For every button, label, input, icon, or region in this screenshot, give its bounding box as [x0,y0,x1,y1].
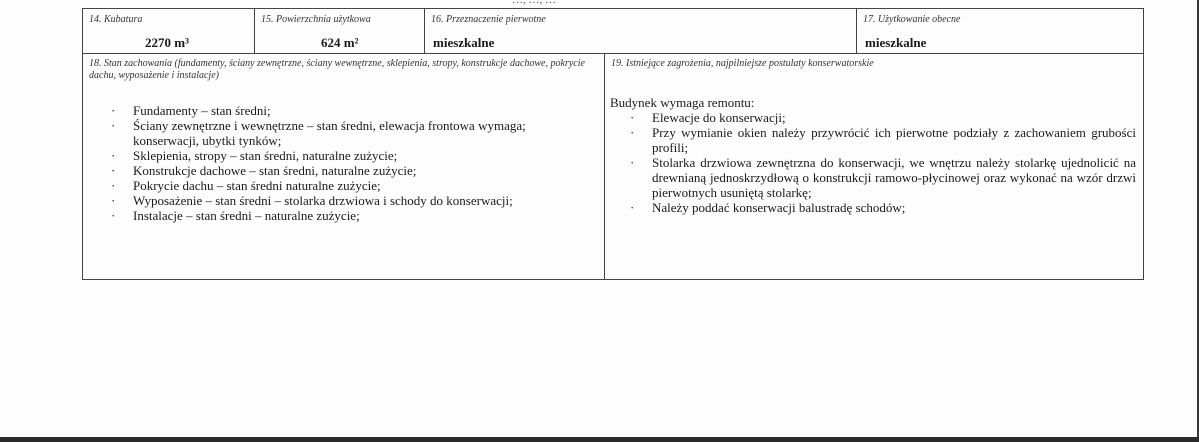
cell-powierzchnia [255,9,425,53]
powierzchnia-label: 15. Powierzchnia użytkowa [261,14,371,25]
bullet-icon: · [111,118,116,133]
bullet-icon: · [630,110,635,125]
bullet-icon: · [111,208,116,223]
list-item: · Sklepienia, stropy – stan średni, naturalne zużycie; [111,148,398,163]
top-cutoff-text: …, …, … [512,0,556,6]
cell-uzytkowanie [857,9,1143,53]
section-19-list [630,110,1136,215]
section-19-heading: 19. Istniejące zagrożenia, najpilniejsze postulaty konserwatorskie [611,58,874,69]
bullet-icon: · [630,155,635,170]
przeznaczenie-label: 16. Przeznaczenie pierwotne [431,14,546,25]
section-18 [83,53,605,279]
condition-row [82,53,1144,280]
bullet-icon: · [111,178,116,193]
kubatura-value: 2270 m³ [145,35,189,50]
list-item: · Ściany zewnętrzne i wewnętrzne – stan średni, elewacja frontowa wymaga; konserwacji, ubytki tynków; [111,118,526,148]
cell-kubatura [83,9,255,53]
list-item: · Stolarka drzwiowa zewnętrzna do konserwacji, we wnętrzu należy stolarkę ujednolicić na drewnianą jednoskrzydłową o konstrukcji ramowo-płycinowej oraz wykonać na wzór drzwi pierwotnych usuniętą stolarkę; [630,155,1136,200]
kubatura-label: 14. Kubatura [89,14,143,25]
list-item: · Elewacje do konserwacji; [630,110,786,125]
section-19-intro: Budynek wymaga remontu: [610,95,755,110]
bullet-icon: · [111,103,116,118]
list-item: · Pokrycie dachu – stan średni naturalne zużycie; [111,178,381,193]
bullet-icon: · [630,125,635,140]
bullet-icon: · [630,200,635,215]
scan-bottom-edge [0,437,1199,442]
bullet-icon: · [111,148,116,163]
bullet-icon: · [111,193,116,208]
cell-przeznaczenie [425,9,857,53]
powierzchnia-value: 624 m² [321,35,359,50]
section-18-list [111,103,581,223]
list-item: · Przy wymianie okien należy przywrócić ich pierwotne podziały z zachowaniem grubości profili; [630,125,1136,155]
uzytkowanie-label: 17. Użytkowanie obecne [863,14,961,25]
list-item: · Należy poddać konserwacji balustradę schodów; [630,200,906,215]
przeznaczenie-value: mieszkalne [433,35,495,50]
document-form [82,0,1144,280]
uzytkowanie-value: mieszkalne [865,35,927,50]
bullet-icon: · [111,163,116,178]
section-18-heading: 18. Stan zachowania (fundamenty, ściany zewnętrzne, ściany wewnętrzne, sklepienia, stropy, konstrukcje dachowe, pokrycie dachu, wyposażenie i instalacje) [89,58,585,81]
list-item: · Fundamenty – stan średni; [111,103,271,118]
list-item: · Wyposażenie – stan średni – stolarka drzwiowa i schody do konserwacji; [111,193,513,208]
list-item: · Konstrukcje dachowe – stan średni, naturalne zużycie; [111,163,417,178]
header-row [82,8,1144,54]
section-19 [605,53,1143,279]
list-item: · Instalacje – stan średni – naturalne zużycie; [111,208,360,223]
